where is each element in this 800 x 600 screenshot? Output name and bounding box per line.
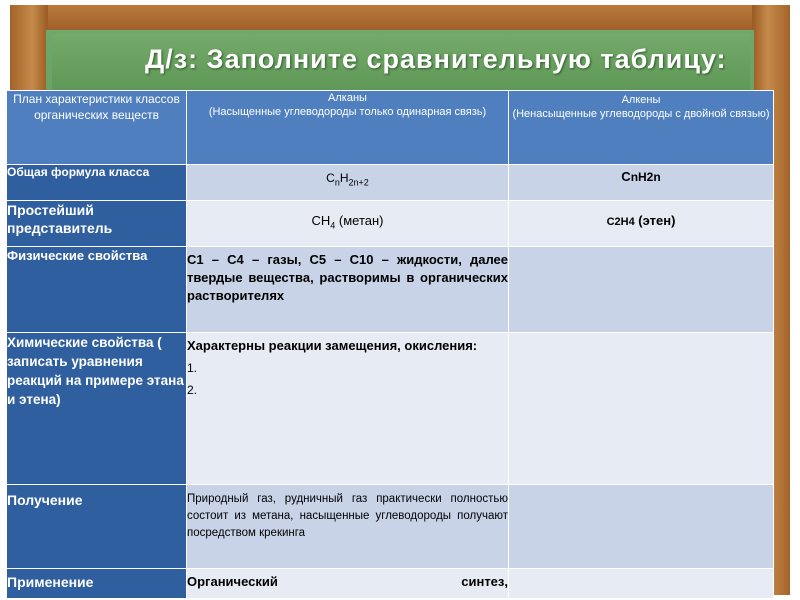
row-label-physical: Физические свойства [7, 247, 187, 333]
header-alkanes-name: Алканы [328, 92, 367, 104]
alkanes-production: Природный газ, рудничный газ практически полностью состоит из метана, насыщенные углеводороды получают посредством крекинга [187, 485, 509, 569]
alkenes-production[interactable] [509, 485, 774, 569]
alkenes-formula: CnH2n [509, 165, 774, 201]
alkanes-physical: C1 – C4 – газы, C5 – C10 – жидкости, далее твердые вещества, растворимы в органических растворителях [187, 247, 509, 333]
table-row [7, 165, 774, 201]
row-label-representative: Простейший представитель [7, 201, 187, 247]
slide-title: Д/з: Заполните сравнительную таблицу: [145, 44, 727, 74]
alkanes-chemical-intro: Характерны реакции замещения, окисления: [187, 338, 478, 353]
row-label-production: Получение [7, 485, 187, 569]
row-label-application: Применение [7, 569, 187, 599]
alkenes-application[interactable] [509, 569, 774, 599]
row-label-formula: Общая формула класса [7, 165, 187, 201]
header-alkanes-desc: (Насыщенные углеводороды только одинарная связь) [208, 106, 487, 118]
table-row [7, 201, 774, 247]
alkanes-chemical-item-2[interactable]: 2. [187, 383, 198, 397]
table-row [7, 485, 774, 569]
alkenes-representative: C2H4 (этен) [509, 201, 774, 247]
alkenes-chemical[interactable] [509, 333, 774, 485]
header-alkenes-desc: (Ненасыщенные углеводороды с двойной связью) [512, 108, 770, 120]
alkanes-chemical [187, 333, 509, 485]
comparison-table [6, 90, 774, 599]
header-alkanes [187, 91, 509, 165]
alkanes-application: Органический синтез, [187, 569, 509, 599]
alkanes-formula: $C_nH_{2n+2}$ [187, 165, 509, 201]
header-plan: План характеристики классов органических веществ [7, 91, 187, 165]
table-row [7, 569, 774, 599]
alkanes-representative: $CH_4$ (метан) [187, 201, 509, 247]
table-header-row [7, 91, 774, 165]
table-row [7, 333, 774, 485]
table-row [7, 247, 774, 333]
row-label-chemical: Химические свойства ( записать уравнения реакций на примере этана и этена) [7, 333, 187, 485]
header-alkenes-name: Алкены [621, 94, 661, 106]
header-alkenes [509, 91, 774, 165]
alkanes-chemical-item-1[interactable]: 1. [187, 361, 198, 375]
alkenes-physical[interactable] [509, 247, 774, 333]
